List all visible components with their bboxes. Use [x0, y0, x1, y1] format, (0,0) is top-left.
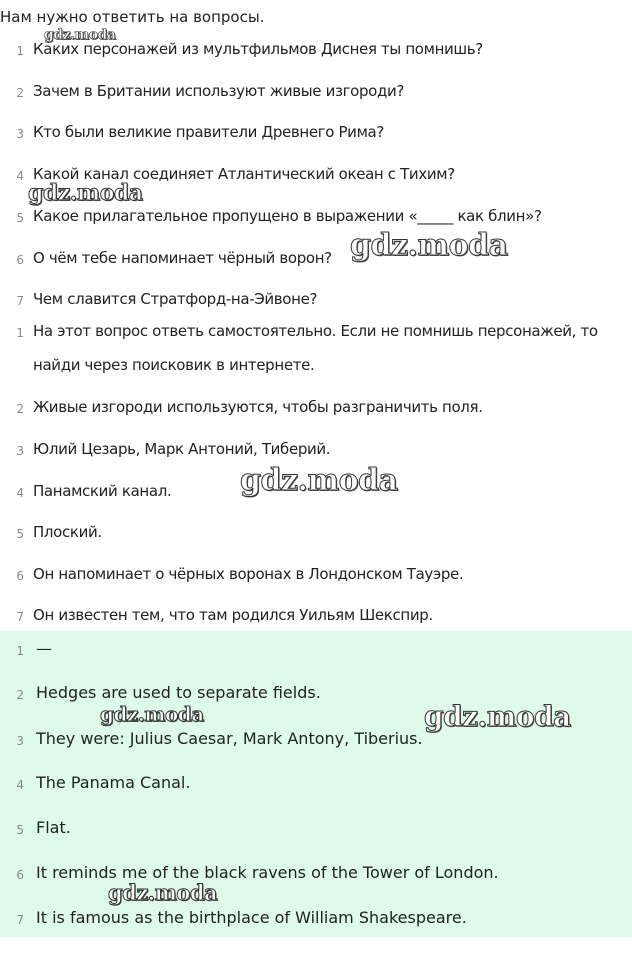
- answer-text: Hedges are used to separate fields.: [36, 683, 321, 702]
- item-number: 2: [16, 688, 24, 702]
- watermark-logo: gdz.moda: [100, 702, 204, 726]
- item-number: 5: [16, 823, 24, 837]
- item-number: 6: [16, 253, 24, 267]
- answer-text: Живые изгороди используются, чтобы разграничить поля.: [33, 398, 483, 416]
- question-text: Какое прилагательное пропущено в выражении «_____ как блин»?: [33, 207, 542, 225]
- item-number: 7: [16, 610, 24, 624]
- item-number: 4: [16, 778, 24, 792]
- question-text: О чём тебе напоминает чёрный ворон?: [33, 249, 332, 267]
- answer-text: На этот вопрос ответь самостоятельно. Если не помнишь персонажей, то найди через поисковик в интернете.: [33, 322, 598, 374]
- item-number: 4: [16, 486, 24, 500]
- question-text: Чем славится Стратфорд-на-Эйвоне?: [33, 290, 318, 308]
- answer-text: It reminds me of the black ravens of the Tower of London.: [36, 863, 499, 882]
- english-answers-block: [0, 631, 632, 937]
- answer-text: It is famous as the birthplace of William Shakespeare.: [36, 908, 467, 927]
- item-number: 2: [16, 86, 24, 100]
- item-number: 1: [16, 44, 24, 58]
- watermark-logo: gdz.moda: [28, 180, 143, 206]
- item-number: 6: [16, 569, 24, 583]
- watermark-logo: gdz.moda: [108, 880, 218, 905]
- item-number: 1: [16, 326, 24, 340]
- answer-text: Плоский.: [33, 523, 102, 541]
- watermark-logo: gdz.moda: [350, 228, 508, 263]
- item-number: 3: [16, 734, 24, 748]
- item-number: 5: [16, 527, 24, 541]
- watermark-logo: gdz.moda: [240, 463, 398, 498]
- answer-text: Панамский канал.: [33, 482, 172, 500]
- item-number: 7: [16, 294, 24, 308]
- answer-text: They were: Julius Caesar, Mark Antony, Tiberius.: [36, 729, 423, 748]
- intro-text: Нам нужно ответить на вопросы.: [0, 8, 265, 26]
- answer-text: Он напоминает о чёрных воронах в Лондонском Тауэре.: [33, 565, 464, 583]
- answer-text: The Panama Canal.: [36, 773, 191, 792]
- item-number: 3: [16, 444, 24, 458]
- item-number: 3: [16, 127, 24, 141]
- item-number: 5: [16, 211, 24, 225]
- question-text: Каких персонажей из мультфильмов Диснея ты помнишь?: [33, 40, 483, 58]
- watermark-logo: gdz.moda: [44, 27, 116, 43]
- question-text: Какой канал соединяет Атлантический океан с Тихим?: [33, 165, 455, 183]
- answer-text: Он известен тем, что там родился Уильям Шекспир.: [33, 606, 433, 624]
- answer-text: —: [36, 639, 52, 658]
- item-number: 2: [16, 402, 24, 416]
- item-number: 4: [16, 169, 24, 183]
- item-number: 6: [16, 868, 24, 882]
- answer-text: Юлий Цезарь, Марк Антоний, Тиберий.: [33, 440, 331, 458]
- watermark-logo: gdz.moda: [424, 700, 571, 733]
- answer-text: Flat.: [36, 818, 71, 837]
- question-text: Кто были великие правители Древнего Рима?: [33, 123, 385, 141]
- item-number: 7: [16, 913, 24, 927]
- question-text: Зачем в Британии используют живые изгороди?: [33, 82, 405, 100]
- item-number: 1: [16, 644, 24, 658]
